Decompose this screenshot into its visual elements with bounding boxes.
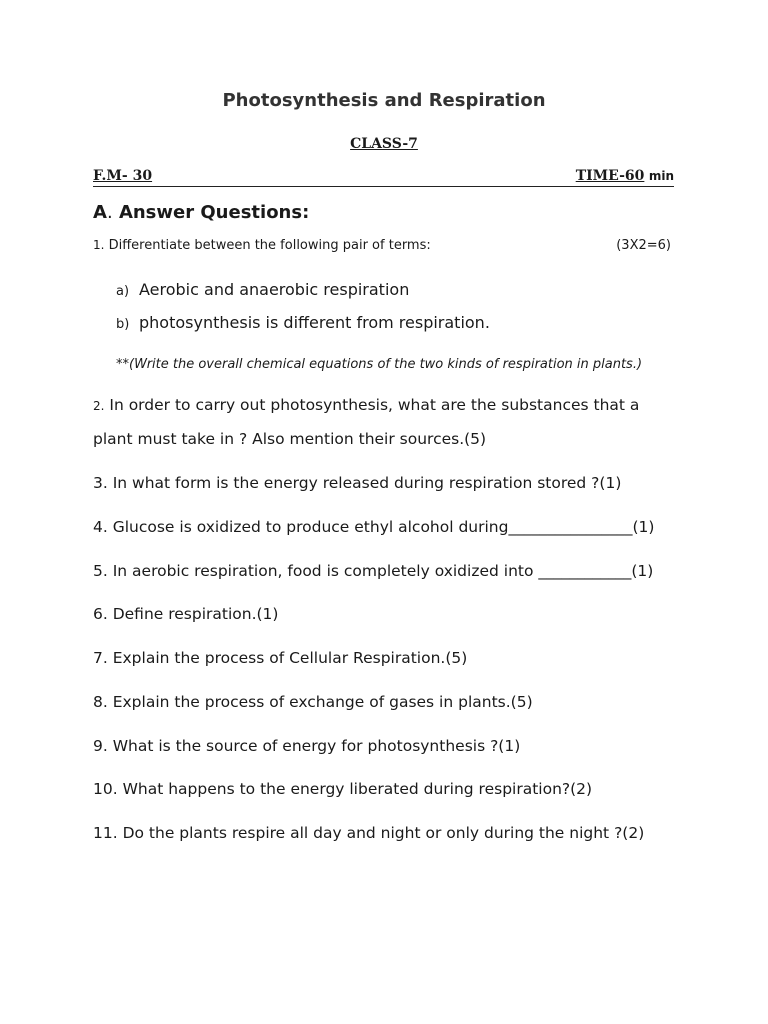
section-letter: A: [93, 202, 107, 223]
sub-item-text: Aerobic and anaerobic respiration: [139, 280, 410, 299]
sub-item-text: photosynthesis is different from respiration.: [139, 313, 490, 332]
question-1-marks: (3X2=6): [616, 238, 671, 253]
question-6: 6. Define respiration.(1): [93, 605, 279, 623]
time-label: TIME-60: [575, 168, 645, 184]
question-5: 5. In aerobic respiration, food is completely oxidized into ____________(1): [93, 562, 654, 580]
full-marks: F.M- 30: [93, 168, 153, 184]
section-dot: .: [106, 202, 113, 223]
sub-item-a: [116, 280, 409, 299]
question-2-number: 2.: [93, 399, 105, 413]
time-unit: min: [648, 169, 674, 183]
question-2-line-2: plant must take in ? Also mention their sources.(5): [93, 430, 487, 448]
question-2-line-1: [93, 396, 639, 414]
sub-item-label: a): [116, 284, 130, 299]
section-text: Answer Questions:: [112, 202, 310, 223]
question-4: 4. Glucose is oxidized to produce ethyl alcohol during________________(1): [93, 518, 655, 536]
page-title: Photosynthesis and Respiration: [222, 90, 546, 111]
question-8: 8. Explain the process of exchange of gases in plants.(5): [93, 693, 533, 711]
question-1: [93, 238, 431, 253]
question-3: 3. In what form is the energy released during respiration stored ?(1): [93, 474, 622, 492]
question-2-text: In order to carry out photosynthesis, what are the substances that a: [104, 396, 640, 414]
question-1-text: Differentiate between the following pair of terms:: [104, 238, 431, 253]
question-11: 11. Do the plants respire all day and night or only during the night ?(2): [93, 824, 645, 842]
time-limit: [576, 168, 674, 184]
marks-time-row: [93, 168, 674, 187]
sub-item-b: [116, 313, 490, 332]
class-label: CLASS-7: [350, 136, 418, 152]
question-9: 9. What is the source of energy for photosynthesis ?(1): [93, 737, 521, 755]
question-10: 10. What happens to the energy liberated during respiration?(2): [93, 780, 593, 798]
question-1-number: 1.: [93, 238, 105, 252]
question-7: 7. Explain the process of Cellular Respiration.(5): [93, 649, 468, 667]
question-1-note: **(Write the overall chemical equations of the two kinds of respiration in plants.): [116, 357, 643, 372]
section-heading: [93, 202, 309, 223]
sub-item-label: b): [116, 317, 130, 332]
